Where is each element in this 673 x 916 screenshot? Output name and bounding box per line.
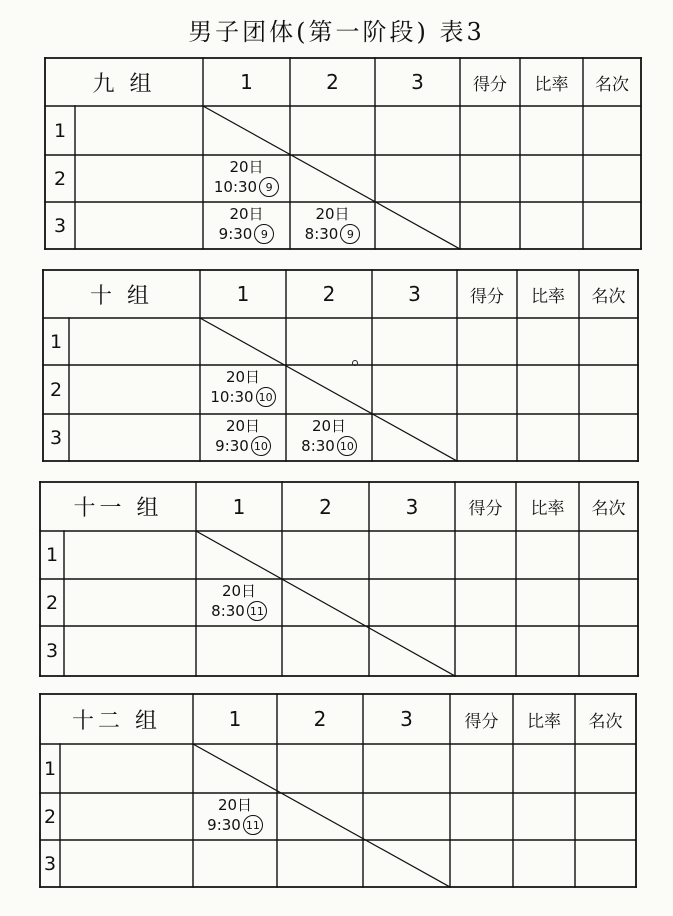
group-table [40,694,636,887]
row-label: 3 [45,640,59,662]
page-title: 男子团体(第一阶段) 表3 [188,18,485,46]
match-time-line [211,601,267,621]
column-header: 名次 [595,74,629,95]
column-header: 得分 [470,286,504,307]
match-date: 20日 [229,158,264,176]
column-header: 2 [322,282,336,306]
column-header: 名次 [591,286,626,307]
row-label: 3 [43,852,57,875]
column-header: 1 [236,282,250,306]
table-number-badge: 10 [337,436,357,456]
column-header: 1 [232,494,246,519]
column-header: 比率 [534,74,569,95]
row-label: 3 [49,426,63,449]
table-number-badge: 11 [243,815,263,835]
match-time-line [214,177,279,197]
match-time: 8:30 [211,601,245,620]
group-table [43,270,638,461]
ink-dot [352,360,358,366]
group-name: 十二 组 [72,708,161,734]
match-time: 8:30 [301,436,335,455]
column-header: 2 [313,707,327,731]
match-schedule [286,417,372,456]
row-label: 3 [53,214,67,237]
row-label: 2 [53,167,67,190]
table-number-badge: 9 [259,177,279,197]
group-name: 十 组 [90,283,153,309]
row-label: 2 [45,591,59,614]
table-number-badge: 10 [251,436,271,456]
column-header: 得分 [464,711,499,732]
group-name: 十一 组 [73,496,163,521]
column-header: 3 [411,70,424,94]
match-time: 9:30 [218,224,253,243]
column-header: 名次 [591,499,626,519]
match-time-line [305,224,361,244]
column-header: 得分 [468,499,503,519]
row-label: 1 [45,544,59,566]
group-table [45,58,641,249]
column-header: 1 [240,70,253,94]
match-time: 9:30 [215,436,249,455]
match-time-line [219,224,275,244]
match-date: 20日 [221,582,257,600]
column-header: 1 [228,707,242,731]
match-schedule [200,368,286,407]
column-header: 比率 [527,711,561,732]
row-label: 1 [49,330,63,353]
column-header: 3 [400,707,413,731]
table-number-badge: 9 [340,224,360,244]
group-table [40,482,638,676]
match-schedule [200,417,286,456]
group-name: 九 组 [92,71,156,97]
column-header: 2 [319,494,332,519]
match-time-line [215,436,271,456]
match-time: 10:30 [210,387,254,406]
row-label: 1 [53,119,67,142]
match-time-line [301,436,357,456]
column-header: 3 [408,282,421,306]
table-number-badge: 10 [256,387,276,407]
match-time-line [207,815,263,835]
match-date: 20日 [311,417,347,435]
match-date: 20日 [217,796,253,814]
table-number-badge: 9 [254,224,274,244]
column-header: 名次 [588,711,623,732]
match-schedule [193,796,277,835]
column-header: 3 [405,494,419,519]
match-date: 20日 [229,205,264,223]
match-schedule [290,205,375,244]
match-schedule [203,158,290,197]
column-header: 2 [326,70,339,94]
match-schedule [203,205,290,244]
match-time-line [210,387,275,407]
row-label: 2 [49,378,63,401]
match-schedule [196,582,282,621]
row-label: 2 [43,805,57,828]
match-date: 20日 [225,368,261,386]
match-date: 20日 [315,205,350,223]
match-date: 20日 [225,417,261,435]
match-time: 9:30 [207,815,241,834]
table-number-badge: 11 [247,601,267,621]
column-header: 比率 [530,499,565,519]
column-header: 得分 [473,74,507,95]
column-header: 比率 [531,286,565,307]
row-label: 1 [43,757,57,780]
match-time: 8:30 [304,224,339,243]
match-time: 10:30 [213,177,258,196]
